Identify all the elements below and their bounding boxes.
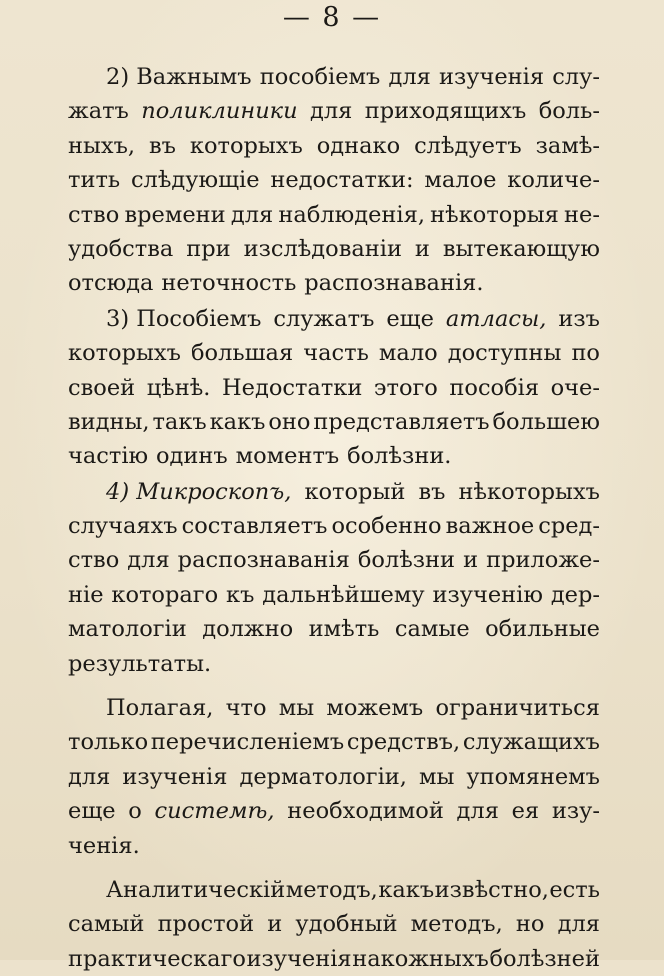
word: который xyxy=(304,478,406,505)
word: жатъ xyxy=(68,98,129,125)
word: количе- xyxy=(507,167,600,194)
word: результаты. xyxy=(68,650,212,677)
text-line xyxy=(68,129,600,163)
word: тить xyxy=(68,167,121,194)
word: Недостатки xyxy=(222,374,363,401)
text-line xyxy=(68,942,600,976)
word: оче- xyxy=(550,374,600,401)
word: самый xyxy=(68,911,145,938)
word: котораго xyxy=(111,581,219,608)
text-line xyxy=(106,302,600,336)
word: этого xyxy=(373,374,438,401)
word: распознаванія. xyxy=(304,270,484,297)
word: цѣнѣ. xyxy=(146,374,211,401)
word: мало xyxy=(378,340,438,367)
word: и xyxy=(414,235,430,262)
paragraph-3 xyxy=(68,302,600,474)
word: можемъ xyxy=(326,695,424,722)
word: дер- xyxy=(550,581,600,608)
word: случаяхъ xyxy=(68,513,178,540)
paragraph-5 xyxy=(68,691,600,863)
word: еще xyxy=(386,305,434,332)
word: что xyxy=(225,695,267,722)
paragraph-2 xyxy=(68,60,600,301)
emphasized-word: системѣ, xyxy=(154,798,275,825)
word: дерматологіи, xyxy=(239,763,407,790)
word: для xyxy=(388,64,431,90)
word: какъ xyxy=(378,876,435,903)
paragraph-6 xyxy=(68,873,600,976)
text-line xyxy=(68,612,600,646)
word: только xyxy=(68,729,149,756)
text-line xyxy=(68,163,600,197)
word: слу- xyxy=(552,64,600,90)
word: изу- xyxy=(551,798,600,825)
text-line xyxy=(68,439,600,473)
word: слѣдующіе xyxy=(130,167,260,194)
word: изученію xyxy=(432,581,543,608)
text-line xyxy=(68,907,600,941)
word: видны, xyxy=(68,408,150,435)
word: для xyxy=(68,763,111,790)
text-line xyxy=(106,873,600,907)
word: распознаванія xyxy=(177,547,350,574)
word: болѣзни xyxy=(357,547,456,574)
paragraph-4 xyxy=(68,475,600,681)
word: накожныхъ xyxy=(352,945,489,972)
word: доступны xyxy=(447,340,562,367)
word: особенно xyxy=(331,513,442,540)
word: необходимой xyxy=(287,798,444,825)
word: въ xyxy=(418,478,446,505)
word: такъ xyxy=(152,408,207,435)
text-line xyxy=(106,691,600,725)
word: самые xyxy=(394,616,470,643)
word: для xyxy=(230,201,274,228)
word: есть xyxy=(549,876,600,903)
word: наблюденія, xyxy=(278,201,425,228)
text-line xyxy=(68,794,600,828)
word: 3) Пособіемъ xyxy=(106,305,262,332)
word: методъ, xyxy=(410,911,503,938)
word: перечисленіемъ xyxy=(150,729,345,756)
word: но xyxy=(515,911,545,938)
word: какъ xyxy=(209,408,266,435)
word: неточность xyxy=(161,270,297,297)
word: обильные xyxy=(485,616,600,643)
word: ея xyxy=(511,798,540,825)
page-number: — 8 — xyxy=(282,2,382,33)
text-line xyxy=(68,405,600,439)
word: къ xyxy=(226,581,255,608)
word: мы xyxy=(418,763,455,790)
word: представляетъ xyxy=(313,408,490,435)
word: изученія xyxy=(122,763,228,790)
word: дальнѣйшему xyxy=(262,581,425,608)
text-line xyxy=(68,578,600,612)
word: 2) Важнымъ xyxy=(106,64,252,90)
text-line xyxy=(68,829,600,863)
text-line xyxy=(68,232,600,266)
word: однако xyxy=(316,132,401,159)
word: пособіемъ xyxy=(259,64,381,90)
word: изученія xyxy=(246,945,352,972)
word: которыхъ xyxy=(189,132,303,159)
word: частію xyxy=(68,443,149,470)
word: по xyxy=(571,340,600,367)
word: и xyxy=(463,547,479,574)
text-line xyxy=(68,543,600,577)
word: матологіи xyxy=(68,616,187,643)
text-line xyxy=(106,475,600,509)
word: ство xyxy=(68,547,120,574)
word: при xyxy=(186,235,231,262)
word: часть xyxy=(303,340,369,367)
text-line xyxy=(68,760,600,794)
word: удобства xyxy=(68,235,174,262)
word: своей xyxy=(68,374,136,401)
word: нѣкоторыя xyxy=(430,201,559,228)
word: изученія xyxy=(438,64,545,90)
word: извѣстно, xyxy=(434,876,549,903)
word: и xyxy=(267,911,283,938)
text-line xyxy=(68,371,600,405)
text-line xyxy=(68,725,600,759)
word: большею xyxy=(492,408,600,435)
word: средствъ, xyxy=(346,729,461,756)
word: моментъ xyxy=(235,443,340,470)
word: Аналитическій xyxy=(106,876,286,903)
word: замѣ- xyxy=(535,132,600,159)
word: болѣзней xyxy=(489,945,600,972)
word: упомянемъ xyxy=(466,763,600,790)
word: приложе- xyxy=(486,547,600,574)
emphasized-word: поликлиники xyxy=(141,98,298,125)
word: вытекающую xyxy=(442,235,600,262)
word: малое xyxy=(424,167,497,194)
word: практическаго xyxy=(68,945,246,972)
text-line xyxy=(68,647,600,681)
emphasized-word: 4) Микроскопъ, xyxy=(106,478,292,505)
word: должно xyxy=(202,616,294,643)
word: для xyxy=(127,547,170,574)
word: ство xyxy=(68,201,120,228)
word: для xyxy=(557,911,600,938)
word: одинъ xyxy=(156,443,228,470)
word: ограничиться xyxy=(435,695,600,722)
word: изслѣдованіи xyxy=(243,235,402,262)
word: въ xyxy=(148,132,176,159)
word: пособія xyxy=(449,374,540,401)
word: сред- xyxy=(538,513,600,540)
word: слѣдуетъ xyxy=(414,132,522,159)
word: для xyxy=(310,98,353,125)
word: ныхъ, xyxy=(68,132,136,159)
word: времени xyxy=(124,201,226,228)
word: ніе xyxy=(68,581,104,608)
word: мы xyxy=(278,695,315,722)
word: недостатки: xyxy=(270,167,414,194)
text-line xyxy=(68,266,600,300)
word: оно xyxy=(268,408,311,435)
text-line xyxy=(106,60,600,94)
word: приходящихъ xyxy=(364,98,527,125)
word: важное xyxy=(445,513,535,540)
text-line xyxy=(68,509,600,543)
word: большая xyxy=(191,340,294,367)
word: отсюда xyxy=(68,270,154,297)
word: болѣзни. xyxy=(347,443,452,470)
word: удобный xyxy=(295,911,398,938)
word: составляетъ xyxy=(181,513,328,540)
text-line xyxy=(68,336,600,370)
word: еще xyxy=(68,798,116,825)
text-line xyxy=(68,198,600,232)
word: изъ xyxy=(558,305,600,332)
word: методъ, xyxy=(285,876,378,903)
word: Полагая, xyxy=(106,695,214,722)
word: простой xyxy=(157,911,255,938)
word: имѣть xyxy=(308,616,380,643)
word: служащихъ xyxy=(462,729,600,756)
word: о xyxy=(128,798,142,825)
word: нѣкоторыхъ xyxy=(458,478,600,505)
text-line xyxy=(68,94,600,128)
word: которыхъ xyxy=(68,340,181,367)
page-text xyxy=(68,60,600,976)
word: ченія. xyxy=(68,832,140,859)
word: боль- xyxy=(538,98,600,125)
word: не- xyxy=(564,201,600,228)
word: для xyxy=(456,798,499,825)
emphasized-word: атласы, xyxy=(445,305,547,332)
word: служатъ xyxy=(273,305,375,332)
